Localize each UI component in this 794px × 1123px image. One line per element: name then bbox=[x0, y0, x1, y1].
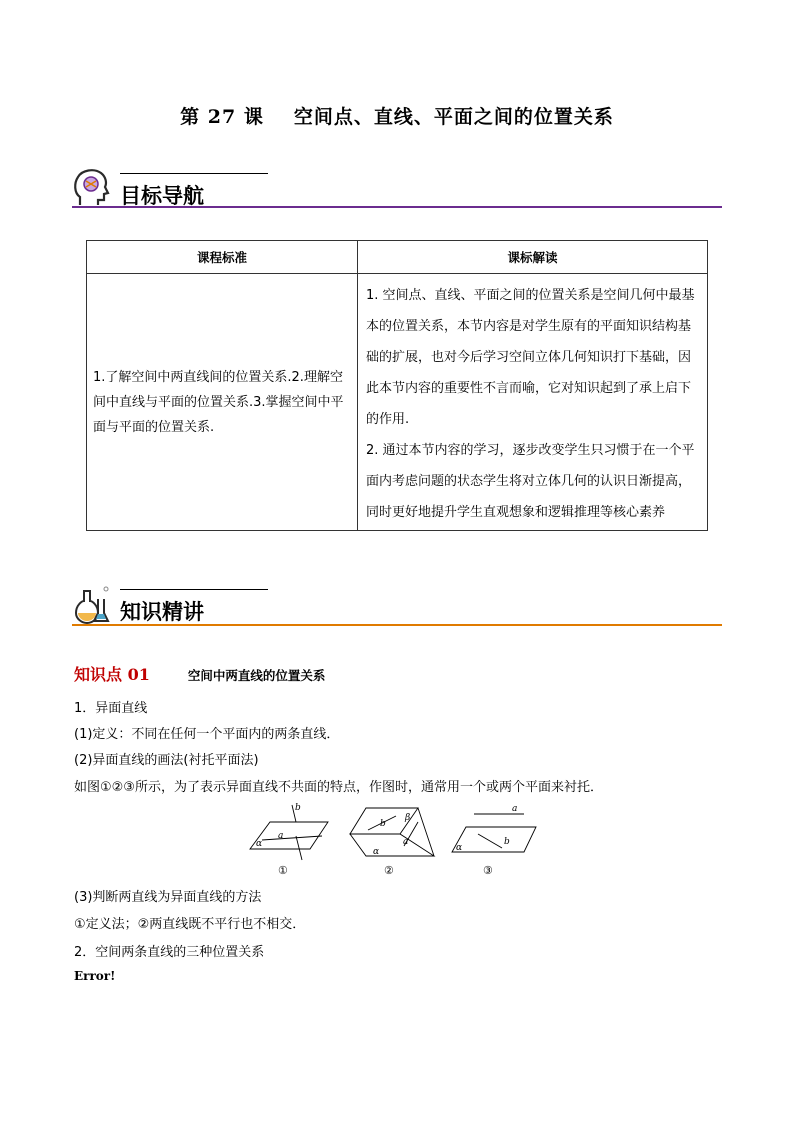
fig1-label-alpha: α bbox=[256, 839, 263, 849]
table-cell-standard: 1.了解空间中两直线间的位置关系.2.理解空间中直线与平面的位置关系.3.掌握空间中平面与平面的位置关系. bbox=[87, 274, 358, 531]
lab-flask-icon bbox=[72, 583, 112, 625]
section-divider bbox=[72, 624, 722, 626]
heading-skew-lines: 1．异面直线 bbox=[74, 701, 148, 716]
drawing-method-line: (2)异面直线的画法(衬托平面法) bbox=[74, 753, 259, 768]
lesson-number: 第 27 课 bbox=[180, 106, 264, 128]
knowledge-point-label: 知识点 01 bbox=[74, 665, 150, 684]
fig3-label-alpha: α bbox=[456, 843, 463, 853]
header-top-rule bbox=[120, 173, 268, 174]
definition-line: (1)定义：不同在任何一个平面内的两条直线． bbox=[74, 727, 340, 742]
knowledge-point-header bbox=[74, 662, 325, 685]
judge-method-text: ①定义法；②两直线既不平行也不相交． bbox=[74, 917, 306, 932]
header-top-rule bbox=[120, 589, 268, 590]
figure-caption: ① bbox=[278, 864, 288, 877]
knowledge-point-title: 空间中两直线的位置关系 bbox=[187, 668, 326, 683]
section-title: 目标导航 bbox=[120, 184, 204, 208]
table-row bbox=[87, 274, 708, 531]
figure-1 bbox=[250, 803, 328, 860]
fig1-label-b: b bbox=[295, 803, 301, 813]
fig2-label-b: b bbox=[380, 819, 386, 829]
figure-caption: ② bbox=[384, 864, 394, 877]
skew-lines-figures bbox=[240, 800, 540, 880]
fig3-label-b: b bbox=[504, 837, 510, 847]
figure-2 bbox=[350, 808, 434, 857]
fig1-label-a: a bbox=[278, 831, 284, 841]
interpretation-paragraph: 1. 空间点、直线、平面之间的位置关系是空间几何中最基本的位置关系，本节内容是对学生原有的平面知识结构基础的扩展，也对今后学习空间立体几何知识打下基础，因此本节内容的重要性不言而喻，它对知识起到了承上启下的作用. bbox=[366, 288, 695, 427]
fig2-label-beta: β bbox=[405, 813, 411, 823]
interpretation-paragraph: 2. 通过本节内容的学习，逐步改变学生只习惯于在一个平面内考虑问题的状态学生将对立体几何的认识日渐提高，同时更好地提升学生直观想象和逻辑推理等核心素养 bbox=[366, 443, 695, 520]
fig3-label-a: a bbox=[512, 804, 518, 814]
table-header-row bbox=[87, 241, 708, 274]
section-divider bbox=[72, 206, 722, 208]
fig2-label-a: a bbox=[403, 837, 409, 847]
figure-description: 如图①②③所示，为了表示异面直线不共面的特点，作图时，通常用一个或两个平面来衬托． bbox=[74, 780, 603, 795]
fig2-label-alpha: α bbox=[373, 847, 380, 857]
brain-head-icon bbox=[72, 167, 112, 209]
standards-table bbox=[86, 240, 708, 531]
table-cell-interpretation bbox=[358, 274, 708, 531]
error-text: Error! bbox=[74, 969, 116, 983]
table-header-cell: 课标解读 bbox=[358, 241, 708, 274]
positional-relations-heading: 2．空间两条直线的三种位置关系 bbox=[74, 945, 265, 960]
figure-caption: ③ bbox=[483, 864, 493, 877]
judge-method-heading: (3)判断两直线为异面直线的方法 bbox=[74, 890, 262, 905]
page-title bbox=[0, 102, 794, 129]
section-title: 知识精讲 bbox=[120, 600, 204, 624]
figure-3 bbox=[452, 804, 536, 853]
lesson-topic: 空间点、直线、平面之间的位置关系 bbox=[293, 106, 614, 128]
table-header-cell: 课程标准 bbox=[87, 241, 358, 274]
section-header-knowledge bbox=[72, 589, 722, 629]
